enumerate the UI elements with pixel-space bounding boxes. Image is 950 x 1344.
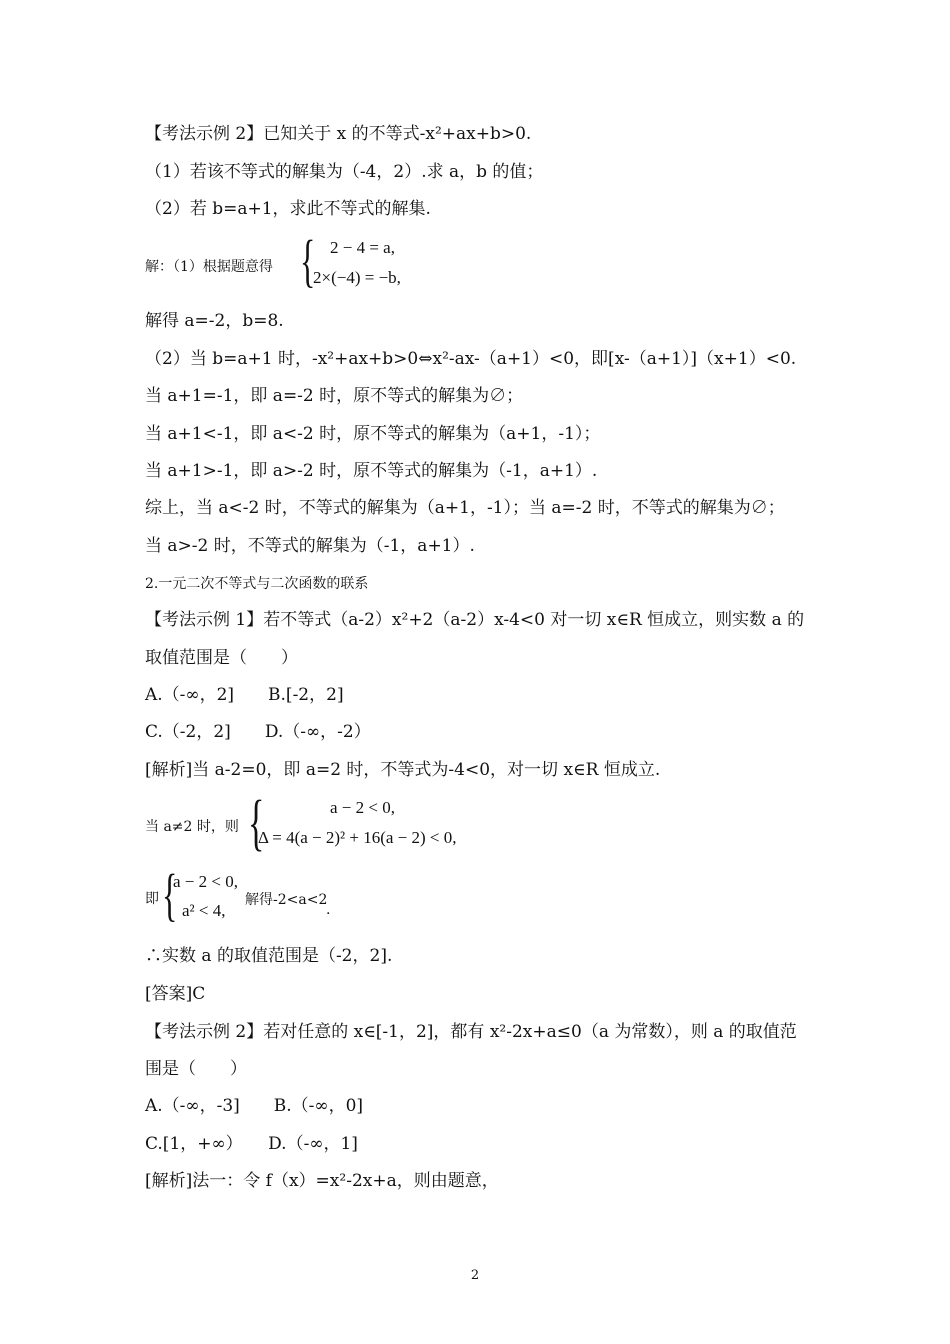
range-conclusion: ∴实数 a 的取值范围是（-2，2]. <box>145 946 393 966</box>
case-greater: 当 a+1>-1，即 a>-2 时，原不等式的解集为（-1，a+1）. <box>145 461 598 481</box>
system-1-eq2: 2×(−4) = −b, <box>313 268 401 287</box>
summary-line-2: 当 a>-2 时，不等式的解集为（-1，a+1）. <box>145 536 475 556</box>
system-2-eq2: Δ = 4(a − 2)² + 16(a − 2) < 0, <box>258 828 457 847</box>
solution-2-intro: （2）当 b=a+1 时，-x²+ax+b>0⇔x²-ax-（a+1）<0，即[x-（a+1）]（x+1）<0. <box>145 349 797 369</box>
example-1-question-cont: 取值范围是（ ） <box>145 648 298 668</box>
section-heading: 2.一元二次不等式与二次函数的联系 <box>145 576 369 592</box>
solution-1-prefix: 解：（1）根据题意得 <box>145 259 273 275</box>
example-2-title: 【考法示例 2】已知关于 x 的不等式-x²+ax+b>0. <box>145 124 532 144</box>
answer-line: [答案]C <box>145 984 206 1004</box>
analysis-case-2-prefix: 当 a≠2 时，则 <box>145 819 239 835</box>
example-2b-question-cont: 围是（ ） <box>145 1059 247 1079</box>
solution-1-result: 解得 a=-2，b=8. <box>145 311 284 331</box>
question-part-1: （1）若该不等式的解集为（-4，2）.求 a，b 的值； <box>145 162 544 182</box>
case-equal: 当 a+1=-1，即 a=-2 时，原不等式的解集为∅； <box>145 386 524 406</box>
summary-line-1: 综上，当 a<-2 时，不等式的解集为（a+1，-1）；当 a=-2 时，不等式的解集为∅； <box>145 498 785 518</box>
analysis-method-1: [解析]法一：令 f（x）=x²-2x+a，则由题意， <box>145 1171 499 1191</box>
simplified-result: 解得-2<a<2 <box>245 892 328 908</box>
page-number: 2 <box>470 1268 480 1283</box>
example-2b-question: 【考法示例 2】若对任意的 x∈[-1，2]，都有 x²-2x+a≤0（a 为常数），则 a 的取值范 <box>145 1022 797 1042</box>
example-1-question: 【考法示例 1】若不等式（a-2）x²+2（a-2）x-4<0 对一切 x∈R 恒成立，则实数 a 的 <box>145 610 805 630</box>
options-a-b: A.（-∞，2] B.[-2，2] <box>145 685 344 705</box>
options-c-d: C.（-2，2] D.（-∞，-2） <box>145 722 371 742</box>
brace-symbol: { <box>300 228 316 293</box>
case-less: 当 a+1<-1，即 a<-2 时，原不等式的解集为（a+1，-1）； <box>145 424 601 444</box>
analysis-case-1: [解析]当 a-2=0，即 a=2 时，不等式为-4<0，对一切 x∈R 恒成立. <box>145 760 661 780</box>
system-1-eq1: 2 − 4 = a, <box>330 238 395 257</box>
simplified-prefix: 即 <box>145 891 159 907</box>
system-2-eq1: a − 2 < 0, <box>330 798 395 817</box>
question-part-2: （2）若 b=a+1，求此不等式的解集. <box>145 199 431 219</box>
options-a-b-2: A.（-∞，-3] B.（-∞，0] <box>145 1096 364 1116</box>
system-3-eq1: a − 2 < 0, <box>173 872 238 891</box>
simplified-dot: . <box>326 902 331 918</box>
brace-symbol: { <box>162 862 178 927</box>
system-3-eq2: a² < 4, <box>182 901 226 920</box>
brace-symbol: { <box>248 789 265 857</box>
options-c-d-2: C.[1，+∞） D.（-∞，1] <box>145 1134 358 1154</box>
